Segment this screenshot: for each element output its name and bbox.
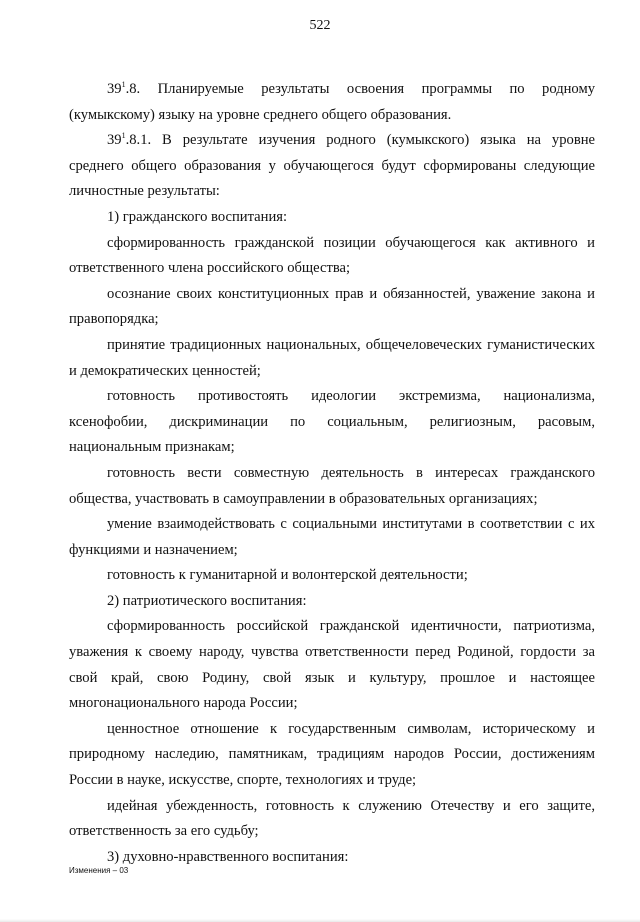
subsection-text: .8.1. В результате изучения родного (кумыкского) языка на уровне среднего общего образования у обучающегося будут сформированы следующие личностные результаты: bbox=[69, 132, 595, 200]
paragraph: 2) патриотического воспитания: bbox=[107, 592, 307, 609]
section-title: Планируемые результаты освоения программы по родному (кумыкскому) языку на уровне среднего общего образования. bbox=[69, 81, 595, 123]
subsection-number: 39 bbox=[107, 132, 122, 149]
page-number: 522 bbox=[309, 18, 331, 33]
section-heading bbox=[69, 77, 595, 128]
document-body bbox=[69, 77, 595, 870]
section-number: 39 bbox=[107, 81, 122, 97]
section-number-superscript: 1 bbox=[121, 80, 126, 89]
paragraph: готовность противостоять идеологии экстремизма, национализма, ксенофобии, дискриминации по социальным, религиозным, расовым, национальным признакам; bbox=[69, 388, 595, 456]
section-number-suffix: .8. bbox=[125, 81, 141, 97]
paragraph: ценностное отношение к государственным символам, историческому и природному наследию, памятникам, традициям народов России, достижениям России в науке, искусстве, спорте, технологиях и труде; bbox=[69, 720, 595, 789]
subsection-intro bbox=[69, 128, 595, 205]
paragraph: идейная убежденность, готовность к служению Отечеству и его защите, ответственность за его судьбу; bbox=[69, 797, 595, 840]
paragraph: сформированность гражданской позиции обучающегося как активного и ответственного члена российского общества; bbox=[69, 234, 595, 277]
paragraph: осознание своих конституционных прав и обязанностей, уважение закона и правопорядка; bbox=[69, 285, 595, 328]
paragraph: принятие традиционных национальных, общечеловеческих гуманистических и демократических ценностей; bbox=[69, 336, 595, 379]
paragraph: готовность к гуманитарной и волонтерской деятельности; bbox=[107, 567, 468, 584]
paragraph: готовность вести совместную деятельность в интересах гражданского общества, участвовать в самоуправлении в образовательных организациях; bbox=[69, 464, 595, 507]
subsection-number-superscript: 1 bbox=[121, 131, 126, 141]
paragraph: сформированность российской гражданской идентичности, патриотизма, уважения к своему народу, чувства ответственности перед Родиной, гордости за свой край, свою Родину, свой язык и культуру, прошлое и настоящее многонационального народа России; bbox=[69, 618, 595, 712]
paragraph: 3) духовно-нравственного воспитания: bbox=[107, 848, 349, 865]
paragraph: 1) гражданского воспитания: bbox=[107, 208, 288, 225]
footer-revision-note: Изменения – 03 bbox=[69, 866, 129, 875]
paragraph: умение взаимодействовать с социальными институтами в соответствии с их функциями и назначением; bbox=[69, 516, 595, 558]
